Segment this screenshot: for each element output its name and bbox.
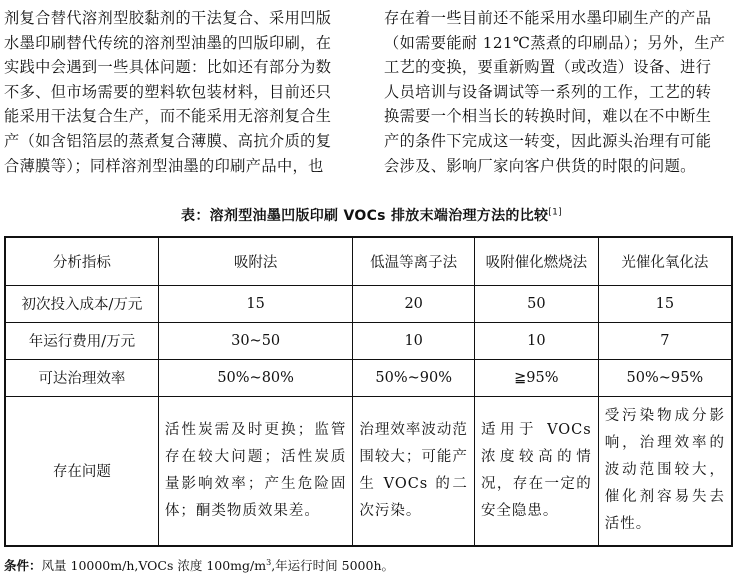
row-label: 年运行费用/万元 xyxy=(5,322,158,359)
table-footnote xyxy=(4,556,394,574)
table-caption xyxy=(0,205,743,225)
row-label: 初次投入成本/万元 xyxy=(5,285,158,322)
text-line: 能采用干法复合生产，而不能采用无溶剂复合生 xyxy=(4,107,332,126)
table-cell: 10 xyxy=(474,322,598,359)
table-cell: 50%~80% xyxy=(158,359,353,396)
table-cell: 20 xyxy=(353,285,475,322)
comparison-table xyxy=(4,236,733,547)
text-line: 合薄膜等）；同样溶剂型油墨的印刷产品中，也 xyxy=(4,156,324,175)
text-line: 实践中会遇到一些具体问题：比如还有部分为数 xyxy=(4,58,332,77)
text-line: 换需要一个相当长的转换时间，难以在不中断生 xyxy=(384,107,712,126)
text-line: 水墨印刷替代传统的溶剂型油墨的凹版印刷，在 xyxy=(4,33,332,52)
table-cell: 50%~95% xyxy=(598,359,732,396)
table-cell: 15 xyxy=(158,285,353,322)
table-row xyxy=(5,285,732,322)
row-label: 存在问题 xyxy=(5,396,158,546)
table-cell: 适用于 VOCs 浓度较高的情况，存在一定的安全隐患。 xyxy=(474,396,598,546)
footnote-superscript: 3 xyxy=(266,557,272,567)
table-cell: ≧95% xyxy=(474,359,598,396)
text-line: 剂复合替代溶剂型胶黏剂的干法复合、采用凹版 xyxy=(4,9,332,27)
body-text-right-column xyxy=(384,6,739,178)
table-cell: 治理效率波动范围较大；可能产生 VOCs 的二次污染。 xyxy=(353,396,475,546)
table-cell: 10 xyxy=(353,322,475,359)
table-cell: 50 xyxy=(474,285,598,322)
table-caption-text: 表：溶剂型油墨凹版印刷 VOCs 排放末端治理方法的比较 xyxy=(181,208,549,224)
table-cell: 15 xyxy=(598,285,732,322)
table-row xyxy=(5,396,732,546)
header-cell: 分析指标 xyxy=(5,237,158,285)
footnote-text: 风量 10000m/h,VOCs 浓度 100mg/m xyxy=(41,558,267,573)
footnote-text-end: ,年运行时间 5000h。 xyxy=(271,558,395,573)
text-line: 产的条件下完成这一转变，因此源头治理有可能 xyxy=(384,131,712,150)
body-text-left-column xyxy=(4,6,359,178)
table-cell: 50%~90% xyxy=(353,359,475,396)
table-row xyxy=(5,359,732,396)
table-header-row xyxy=(5,237,732,285)
table-cell: 活性炭需及时更换；监管存在较大问题；活性炭质量影响效率；产生危险固体；酮类物质效果差。 xyxy=(158,396,353,546)
row-label: 可达治理效率 xyxy=(5,359,158,396)
header-cell: 光催化氧化法 xyxy=(598,237,732,285)
text-line: 不多、但市场需要的塑料软包装材料，目前还只 xyxy=(4,82,332,101)
footnote-label: 条件： xyxy=(4,558,42,573)
header-cell: 吸附法 xyxy=(158,237,353,285)
text-line: 工艺的变换，要重新购置（或改造）设备、进行 xyxy=(384,58,712,77)
header-cell: 低温等离子法 xyxy=(353,237,475,285)
text-line: 存在着一些目前还不能采用水墨印刷生产的产品 xyxy=(384,9,712,27)
table-row xyxy=(5,322,732,359)
text-line: 人员培训与设备调试等一系列的工作，工艺的转 xyxy=(384,82,712,101)
text-line: 会涉及、影响厂家向客户供货的时限的问题。 xyxy=(384,156,696,175)
text-line: （如需要能耐 121℃蒸煮的印刷品）；另外，生产 xyxy=(384,33,726,52)
table-cell: 30~50 xyxy=(158,322,353,359)
table-cell: 7 xyxy=(598,322,732,359)
header-cell: 吸附催化燃烧法 xyxy=(474,237,598,285)
table-cell: 受污染物成分影响，治理效率的波动范围较大，催化剂容易失去活性。 xyxy=(598,396,732,546)
citation-ref: [1] xyxy=(548,207,562,218)
text-line: 产（如含铝箔层的蒸煮复合薄膜、高抗介质的复 xyxy=(4,131,332,150)
